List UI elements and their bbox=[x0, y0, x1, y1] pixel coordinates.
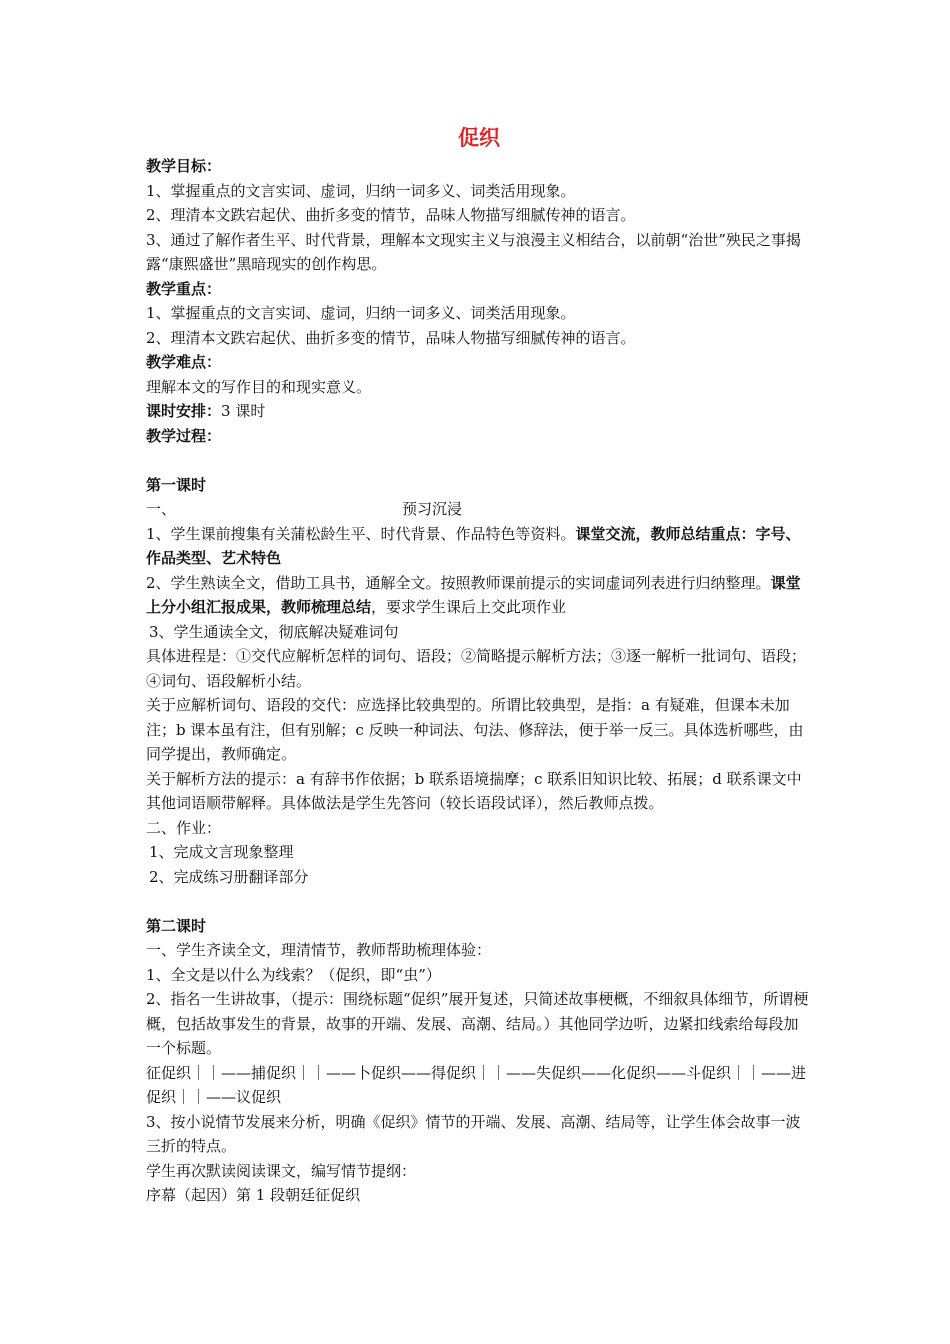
document-title: 促织 bbox=[458, 126, 500, 150]
lesson1-heading: 第一课时 bbox=[146, 475, 207, 494]
key-item: 2、理清本文跌宕起伏、曲折多变的情节，品味人物描写细腻传神的语言。 bbox=[146, 328, 636, 347]
process-heading: 教学过程： bbox=[146, 426, 222, 445]
lesson2-line: 1、全文是以什么为线索？（促织，即“虫”） bbox=[146, 965, 441, 984]
goals-heading: 教学目标： bbox=[146, 157, 222, 175]
lesson1-explain: 关于应解析词句、语段的交代：应选择比较典型的。所谓比较典型，是指：a 有疑难，但课本未加注；b 课本虽有注，但有别解；c 反映一种词法、句法、修辞法，便于举一反三。具体选析哪些，由同学提出，教师确定。 bbox=[146, 696, 804, 763]
item2-tail: ，要求学生课后上交此项作业 bbox=[371, 598, 567, 616]
homework-item: 2、完成练习册翻译部分 bbox=[149, 867, 309, 886]
schedule-value: 3 课时 bbox=[221, 402, 266, 420]
schedule-line bbox=[146, 399, 812, 424]
homework-heading: 二、作业： bbox=[146, 818, 222, 837]
lesson1-item3: 3、学生通读全文，彻底解决疑难词句 bbox=[149, 622, 399, 641]
item1-text: 1、学生课前搜集有关蒲松龄生平、时代背景、作品特色等资料。 bbox=[146, 524, 576, 543]
goal-item: 3、通过了解作者生平、时代背景，理解本文现实主义与浪漫主义相结合，以前朝“治世”殃民之事揭露“康熙盛世”黑暗现实的创作构思。 bbox=[146, 230, 801, 273]
part1-number: 一、 bbox=[146, 500, 177, 518]
spacer bbox=[146, 448, 812, 473]
item2-text: 2、学生熟读全文，借助工具书，通解全文。按照教师课前提示的实词虚词列表进行归纳整理。 bbox=[146, 573, 771, 592]
schedule-label: 课时安排： bbox=[146, 402, 222, 420]
lesson2-line: 序幕（起因）第 1 段朝廷征促织 bbox=[146, 1186, 361, 1204]
item2-emphasis: 课堂上分小组汇报成果，教师梳理总结 bbox=[146, 573, 801, 616]
lesson2-line: 学生再次默读阅读课文，编写情节提纲： bbox=[146, 1161, 417, 1180]
difficulty-text: 理解本文的写作目的和现实意义。 bbox=[146, 377, 372, 396]
key-heading: 教学重点： bbox=[146, 279, 222, 298]
lesson2-line: 一、学生齐读全文，理清情节，教师帮助梳理体验： bbox=[146, 941, 492, 959]
lesson2-heading: 第二课时 bbox=[146, 916, 207, 935]
part1-title: 预习沉浸 bbox=[402, 500, 463, 518]
spacer bbox=[146, 889, 812, 914]
plot-chain: 征促织｜｜——捕促织｜｜——卜促织——得促织｜｜——失促织——化促织——斗促织｜｜——进促织｜｜——议促织 bbox=[146, 1063, 807, 1106]
difficulty-heading: 教学难点： bbox=[146, 353, 222, 371]
goal-item: 1、掌握重点的文言实词、虚词，归纳一词多义、词类活用现象。 bbox=[146, 181, 576, 200]
lesson1-item2 bbox=[146, 571, 812, 620]
key-item: 1、掌握重点的文言实词、虚词，归纳一词多义、词类活用现象。 bbox=[146, 304, 576, 322]
lesson1-item1 bbox=[146, 522, 812, 571]
document-page bbox=[146, 124, 812, 1208]
lesson1-methods: 关于解析方法的提示：a 有辞书作依据；b 联系语境揣摩；c 联系旧知识比较、拓展；d 联系课文中其他词语顺带解释。具体做法是学生先答问（较长语段试译），然后教师点拨。 bbox=[146, 769, 802, 812]
goal-item: 2、理清本文跌宕起伏、曲折多变的情节，品味人物描写细腻传神的语言。 bbox=[146, 206, 636, 224]
lesson1-part1 bbox=[146, 497, 812, 522]
lesson2-line: 3、按小说情节发展来分析，明确《促织》情节的开端、发展、高潮、结局等，让学生体会故事一波三折的特点。 bbox=[146, 1112, 801, 1155]
lesson1-process: 具体进程是：①交代应解析怎样的词句、语段；②简略提示解析方法；③逐一解析一批词句、语段；④词句、语段解析小结。 bbox=[146, 647, 807, 690]
homework-item: 1、完成文言现象整理 bbox=[149, 843, 294, 861]
item1-emphasis: 课堂交流，教师总结重点：字号、作品类型、艺术特色 bbox=[146, 524, 801, 567]
lesson2-line: 2、指名一生讲故事，（提示：围绕标题“促织”展开复述，只简述故事梗概，不细叙具体细节，所谓梗概，包括故事发生的背景，故事的开端、发展、高潮、结局。）其他同学边听，边紧扣线索给每段加一个标题。 bbox=[146, 990, 809, 1057]
